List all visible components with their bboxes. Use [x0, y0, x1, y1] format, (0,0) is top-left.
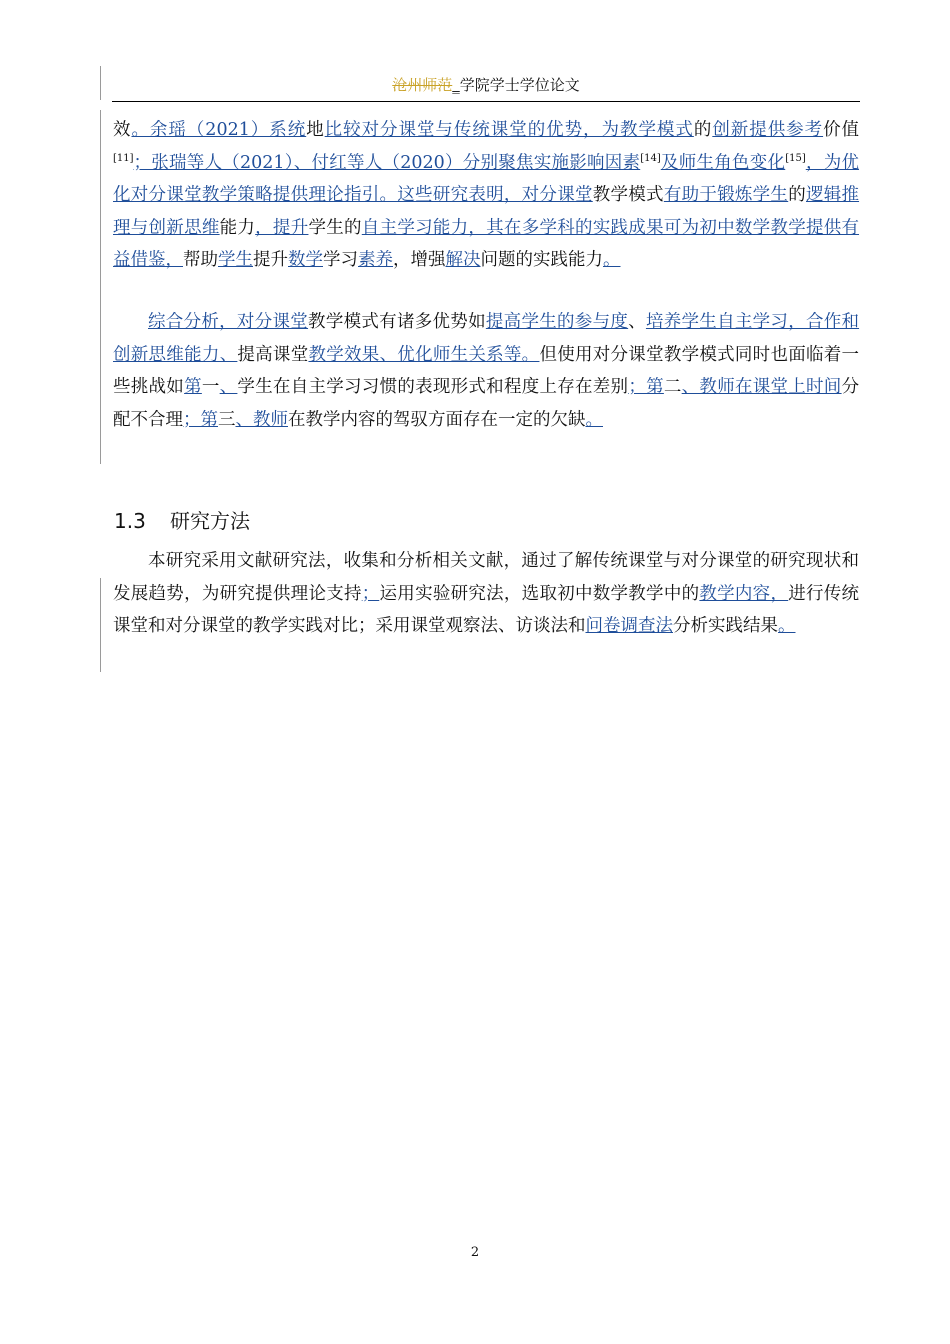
revision-run: 创新提供参考 — [712, 120, 824, 140]
change-bar-methods — [100, 578, 101, 672]
revision-run: 、 — [219, 377, 238, 397]
text-run: 地 — [306, 120, 325, 140]
text-run: 进行传统课堂和对分课堂的教学实践对比；采用课堂观察法、访谈法和 — [113, 583, 860, 636]
revision-run: 提高学生的参与度 — [485, 312, 629, 332]
section-title: 研究方法 — [170, 509, 250, 533]
text-run: 二 — [663, 377, 682, 397]
page-header — [112, 74, 860, 96]
text-run: ，增强 — [393, 250, 446, 270]
revision-run: 。 — [603, 250, 621, 270]
text-run: 分析实践结果 — [673, 616, 778, 636]
revision-run: ，为优化对分课堂教学策略提供理论指引。这些研究表明，对分课堂 — [113, 152, 860, 205]
revision-run: 、教师在课堂上时间 — [681, 377, 842, 397]
text-run: 提升 — [253, 250, 288, 270]
text-run: 运用实验研究法，选取初中数学教学中的 — [379, 583, 700, 604]
header-deleted-text: 沧州师范 — [392, 76, 453, 94]
page-number: 2 — [470, 1245, 480, 1260]
revision-run: 、教师 — [235, 409, 288, 430]
citation-15: [15] — [785, 152, 806, 164]
change-bar-paragraphs — [100, 110, 101, 464]
revision-run: ； — [361, 583, 380, 604]
revision-run: ；第 — [183, 409, 218, 430]
revision-run: 综合分析，对分课堂 — [148, 312, 309, 332]
text-run: 本研究采用文献研究法，收集和分析相关文献，通过了解传统课堂与对分课堂的研究现状和发展趋势，为研究提供理论支持 — [113, 551, 859, 604]
body-paragraph-1 — [113, 114, 859, 277]
text-run: 问题的实践能力 — [480, 250, 603, 270]
revision-run: 。余瑶（2021）系统 — [131, 120, 307, 140]
revision-run: 学生 — [218, 250, 253, 270]
text-run: 学生在自主学习习惯的表现形式和程度上存在差别 — [237, 377, 629, 397]
text-run: 的 — [788, 185, 806, 205]
header-inserted-text: _ — [452, 76, 460, 94]
revision-run: 逻辑推理与创新思维 — [113, 185, 860, 238]
text-run: 学习 — [323, 250, 358, 270]
text-run: 价值 — [823, 120, 860, 140]
body-paragraph-2 — [113, 306, 859, 436]
revision-run: 有助于锻炼学生 — [663, 185, 789, 205]
revision-run: 数学 — [288, 250, 323, 270]
change-bar-header — [100, 66, 101, 100]
citation-11: [11] — [113, 152, 134, 164]
text-run: 的 — [693, 120, 713, 140]
text-run: 分配不合理 — [113, 377, 860, 430]
revision-run: 自主学习能力，其在多学科的实践成果可为初中数学教学提供有益借鉴， — [113, 217, 860, 270]
text-run: 在教学内容的驾驭方面存在一定的欠缺 — [288, 409, 586, 430]
text-run: 一 — [201, 377, 220, 397]
citation-14: [14] — [640, 152, 661, 164]
text-run: 教学模式 — [592, 185, 664, 205]
text-run: 、 — [628, 312, 646, 332]
revision-run: 素养 — [358, 250, 393, 270]
revision-run: 比较对分课堂与传统课堂的优势，为教学模式 — [324, 120, 694, 140]
header-title: 学院学士学位论文 — [459, 76, 580, 94]
section-number: 1.3 — [114, 509, 146, 533]
text-run: 但使用对分课堂教学模式同时也面临着一些挑战如 — [113, 344, 860, 397]
revision-run: 教学内容， — [699, 583, 789, 604]
revision-run: ，提升 — [255, 217, 309, 238]
section-heading — [114, 506, 250, 536]
revision-run: 。 — [778, 616, 796, 636]
text-run: 效 — [113, 120, 132, 140]
text-run: 能力 — [219, 217, 256, 238]
revision-run: 。 — [585, 409, 603, 430]
text-run: 帮助 — [183, 250, 218, 270]
revision-run: 第 — [184, 377, 202, 397]
text-run: 提高课堂 — [237, 344, 309, 365]
revision-run: 培养学生自主学习，合作和创新思维能力、 — [113, 312, 860, 365]
revision-run: 及师生角色变化 — [660, 152, 786, 173]
text-run: 学生的 — [308, 217, 362, 238]
text-run: 三 — [218, 409, 236, 430]
revision-run: 解决 — [445, 250, 481, 270]
revision-run: 教学效果、优化师生关系等。 — [308, 344, 540, 365]
revision-run: 问卷调查法 — [585, 616, 673, 636]
body-paragraph-3 — [113, 545, 859, 643]
revision-run: ；第 — [628, 377, 664, 397]
header-rule — [112, 101, 860, 102]
text-run: 教学模式有诸多优势如 — [308, 312, 486, 332]
revision-run: ；张瑞等人（2021）、付红等人（2020）分别聚焦实施影响因素 — [133, 152, 641, 173]
